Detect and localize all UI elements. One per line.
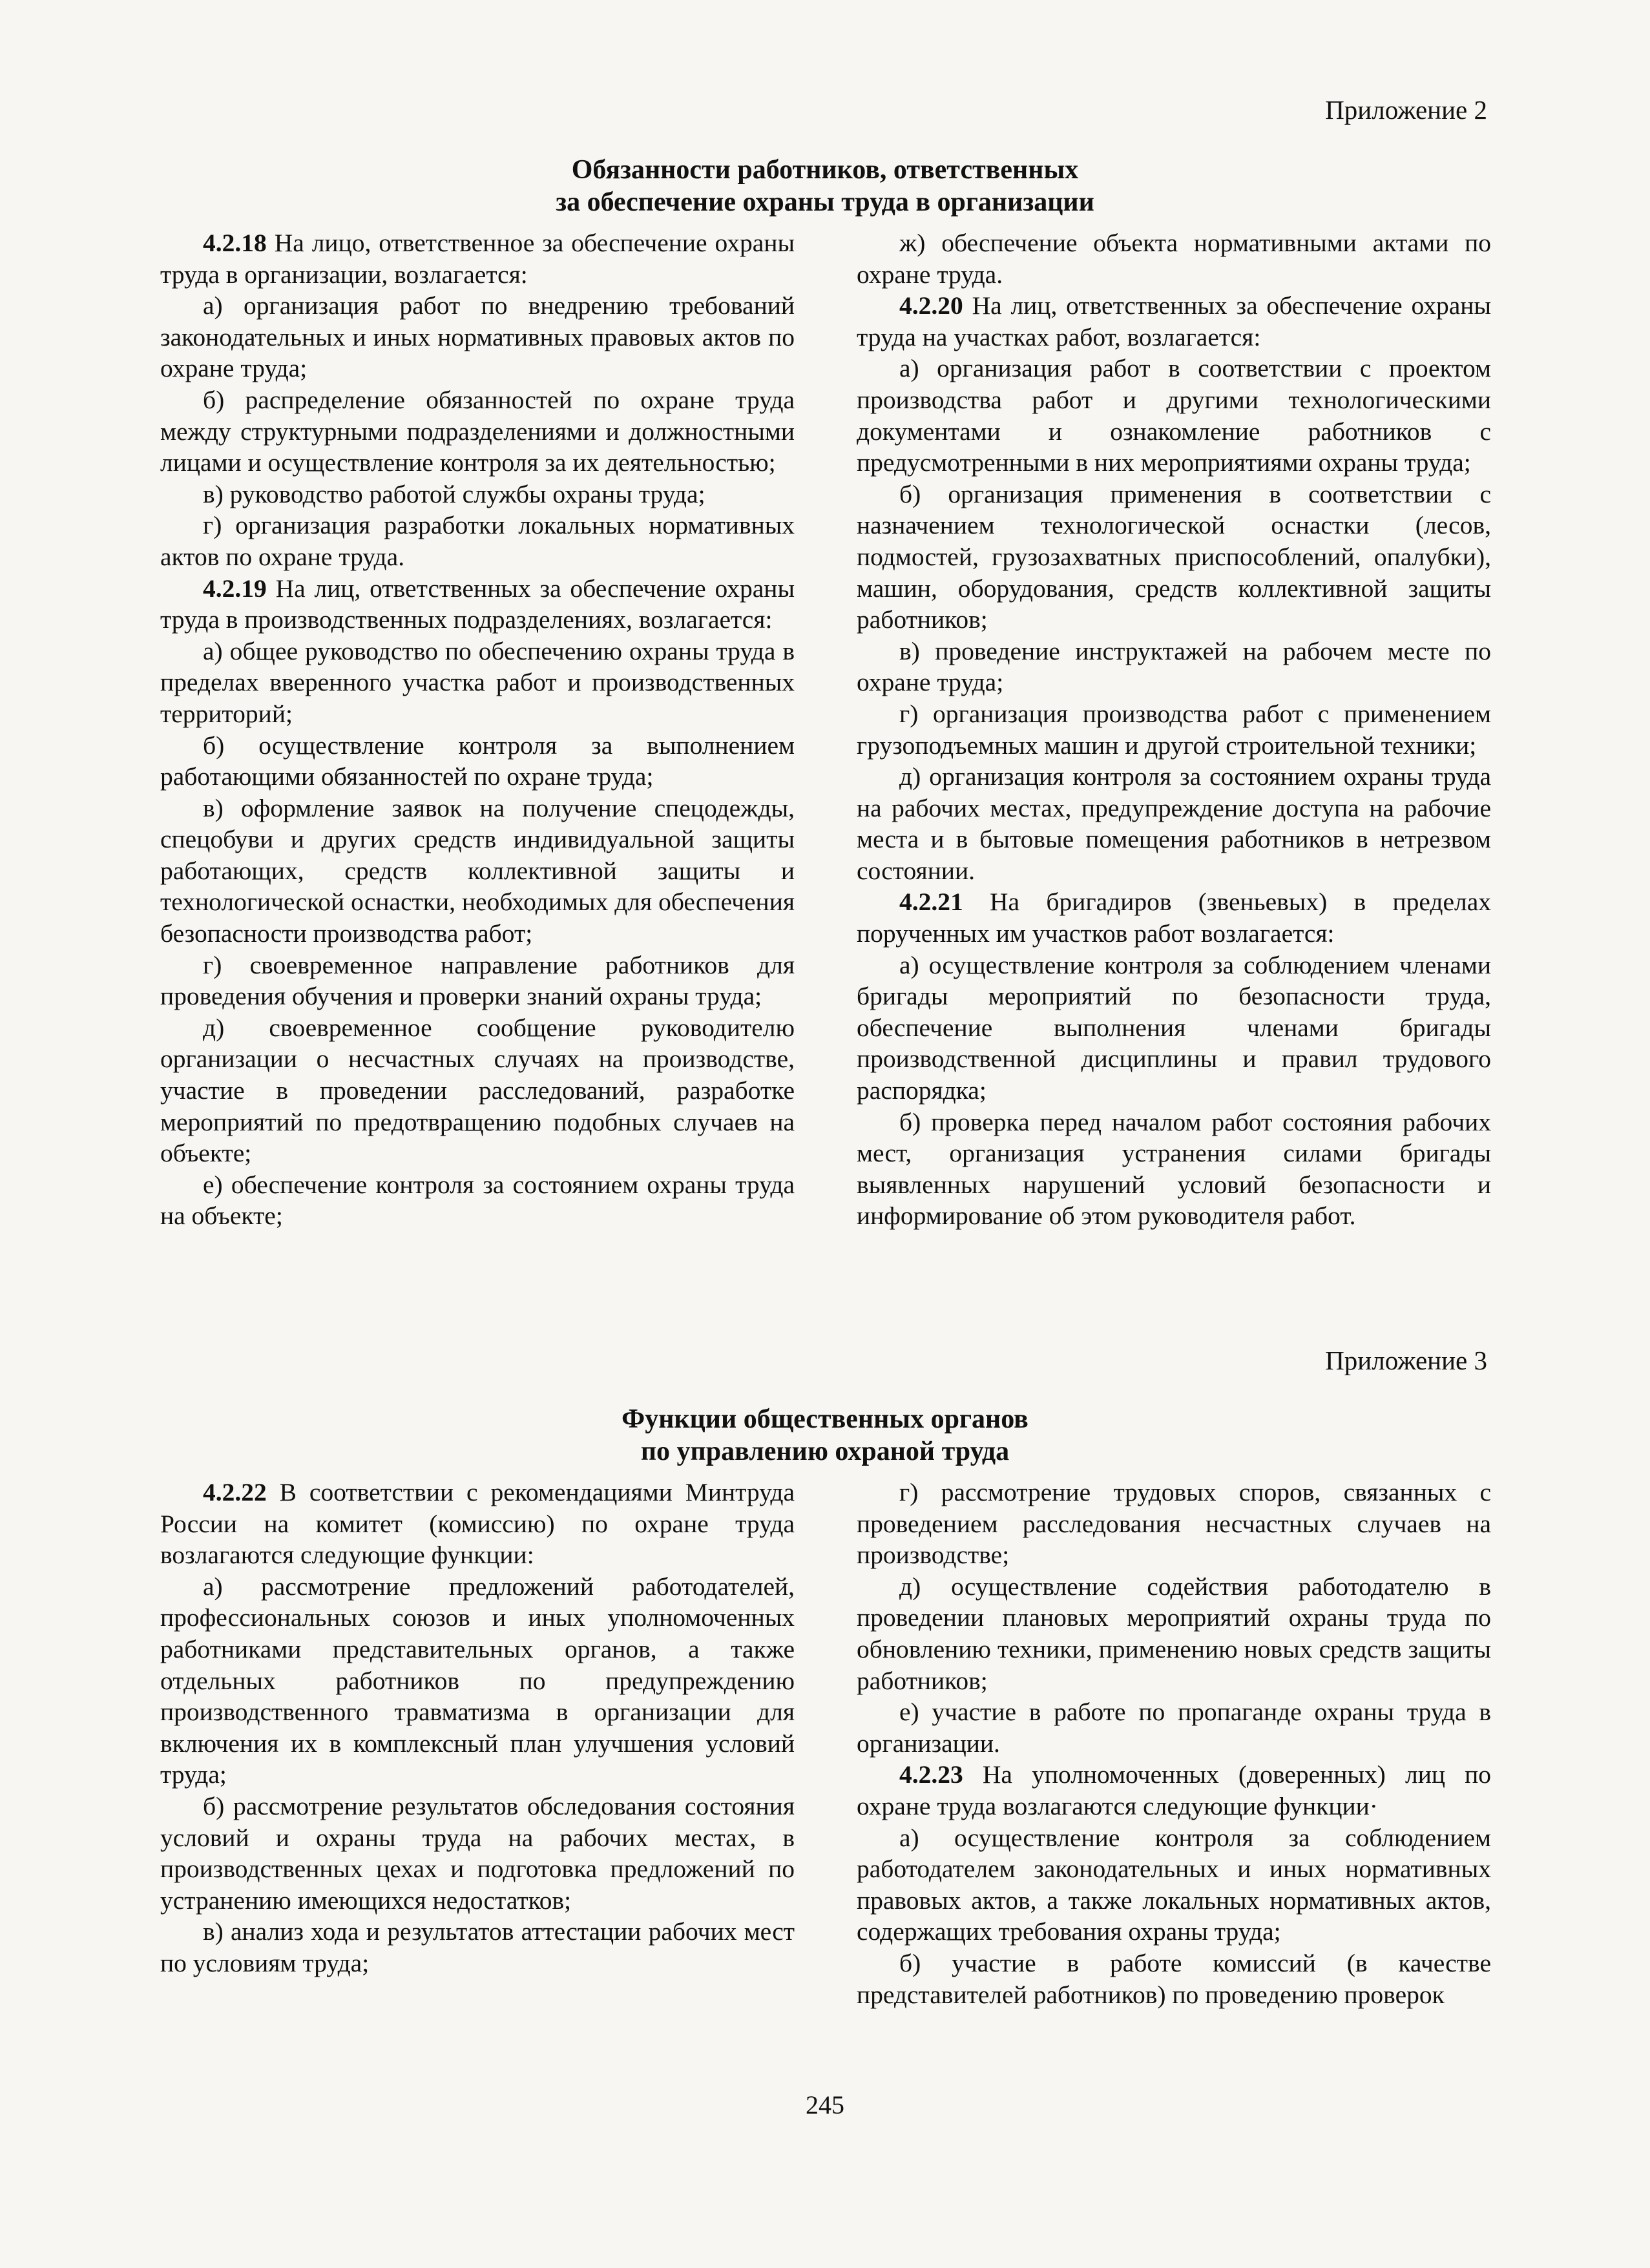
list-item: г) своевременное направление работников для проведения обучения и проверки знаний охраны труда; bbox=[160, 950, 795, 1011]
list-item: г) организация разработки локальных нормативных актов по охране труда. bbox=[160, 511, 795, 571]
clause-number: 4.2.22 bbox=[203, 1478, 267, 1506]
list-item: а) осуществление контроля за соблюдением работодателем законодательных и иных нормативных правовых актов, а также локальных нормативных актов, содержащих требования охраны труда; bbox=[857, 1823, 1491, 1946]
paragraph: 4.2.18 На лицо, ответственное за обеспечение охраны труда в организации, возлагается: bbox=[160, 229, 795, 289]
list-item: ж) обеспечение объекта нормативными актами по охране труда. bbox=[857, 229, 1491, 289]
section-title-line: Обязанности работников, ответственных bbox=[571, 155, 1079, 185]
list-item: в) проведение инструктажей на рабочем месте по охране труда; bbox=[857, 636, 1491, 697]
list-item: б) проверка перед началом работ состояния рабочих мест, организация устранения силами бригады выявленных нарушений условий безопасности и информирование об этом руководителя работ. bbox=[857, 1107, 1491, 1231]
list-item: б) осуществление контроля за выполнением работающими обязанностей по охране труда; bbox=[160, 731, 795, 791]
paragraph: 4.2.21 На бригадиров (звеньевых) в пределах порученных им участков работ возлагается: bbox=[857, 888, 1491, 948]
paragraph: 4.2.23 На уполномоченных (доверенных) лиц по охране труда возлагаются следующие функции· bbox=[857, 1760, 1491, 1820]
list-item: а) организация работ по внедрению требований законодательных и иных нормативных правовых актов по охране труда; bbox=[160, 291, 795, 383]
list-item: а) осуществление контроля за соблюдением членами бригады мероприятий по безопасности труда, обеспечение выполнения членами бригады производственной дисциплины и правил трудового распорядка; bbox=[857, 950, 1491, 1105]
appendix-2-label: Приложение 2 bbox=[1325, 95, 1487, 125]
list-item: е) участие в работе по пропаганде охраны труда в организации. bbox=[857, 1698, 1491, 1758]
section-body bbox=[160, 1477, 1491, 2071]
section-title-line: за обеспечение охраны труда в организации bbox=[556, 187, 1094, 217]
list-item: б) распределение обязанностей по охране труда между структурными подразделениями и должностными лицами и осуществление контроля за их деятельностью; bbox=[160, 385, 795, 477]
clause-number: 4.2.20 bbox=[899, 291, 963, 320]
list-item: в) руководство работой службы охраны труда; bbox=[203, 479, 705, 508]
list-item: а) общее руководство по обеспечению охраны труда в пределах вверенного участка работ и производственных территорий; bbox=[160, 636, 795, 728]
page-number: 245 bbox=[806, 2090, 844, 2119]
list-item: г) рассмотрение трудовых споров, связанных с проведением расследования несчастных случаев на производстве; bbox=[857, 1478, 1491, 1570]
paragraph: 4.2.20 На лиц, ответственных за обеспечение охраны труда на участках работ, возлагается: bbox=[857, 291, 1491, 351]
section-title-line: Функции общественных органов bbox=[621, 1404, 1029, 1434]
list-item: д) осуществление содействия работодателю в проведении плановых мероприятий охраны труда по обновлению техники, применению новых средств защиты работников; bbox=[857, 1572, 1491, 1695]
section-title bbox=[163, 1403, 1487, 1468]
section-title bbox=[163, 154, 1487, 218]
list-item: г) организация производства работ с применением грузоподъемных машин и другой строительной техники; bbox=[857, 699, 1491, 760]
section-title-line: по управлению охраной труда bbox=[640, 1437, 1010, 1466]
list-item: в) оформление заявок на получение спецодежды, спецобуви и других средств индивидуальной защиты работающих, средств коллективной защиты и технологической оснастки, необходимых для обеспечения безопасности производства работ; bbox=[160, 793, 795, 948]
list-item: б) организация применения в соответствии с назначением технологической оснастки (лесов, подмостей, грузозахватных приспособлений, опалубки), машин, оборудования, средств коллективной защиты работников; bbox=[857, 479, 1491, 634]
list-item: а) рассмотрение предложений работодателей, профессиональных союзов и иных уполномоченных работниками представительных органов, а также отдельных работников по предупреждению производственного травматизма в организации для включения их в комплексный план улучшения условий труда; bbox=[160, 1572, 795, 1789]
list-item: в) анализ хода и результатов аттестации рабочих мест по условиям труда; bbox=[160, 1917, 795, 1977]
clause-number: 4.2.21 bbox=[899, 888, 963, 917]
list-item: б) участие в работе комиссий (в качестве представителей работников) по проведению проверок bbox=[857, 1948, 1491, 2009]
list-item: д) своевременное сообщение руководителю организации о несчастных случаях на производстве, участие в проведении расследований, разработке мероприятий по предотвращению подобных случаев на объекте; bbox=[160, 1013, 795, 1168]
list-item: б) рассмотрение результатов обследования состояния условий и охраны труда на рабочих местах, в производственных цехах и подготовка предложений по устранению имеющихся недостатков; bbox=[160, 1791, 795, 1915]
list-item: д) организация контроля за состоянием охраны труда на рабочих местах, предупреждение доступа на рабочие места и в бытовые помещения работников в нетрезвом состоянии. bbox=[857, 762, 1491, 885]
list-item: е) обеспечение контроля за состоянием охраны труда на объекте; bbox=[160, 1170, 795, 1231]
clause-number: 4.2.18 bbox=[203, 229, 267, 257]
section-body bbox=[160, 227, 1491, 1332]
paragraph: 4.2.19 На лиц, ответственных за обеспечение охраны труда в производственных подразделениях, возлагается: bbox=[160, 574, 795, 634]
clause-number: 4.2.19 bbox=[203, 574, 267, 603]
appendix-3-label: Приложение 3 bbox=[1325, 1346, 1487, 1375]
paragraph: 4.2.22 В соответствии с рекомендациями Минтруда России на комитет (комиссию) по охране труда возлагаются следующие функции: bbox=[160, 1478, 795, 1570]
clause-number: 4.2.23 bbox=[899, 1760, 963, 1789]
list-item: а) организация работ в соответствии с проектом производства работ и другими технологическими документами и ознакомление работников с предусмотренными в них мероприятиями охраны труда; bbox=[857, 354, 1491, 477]
